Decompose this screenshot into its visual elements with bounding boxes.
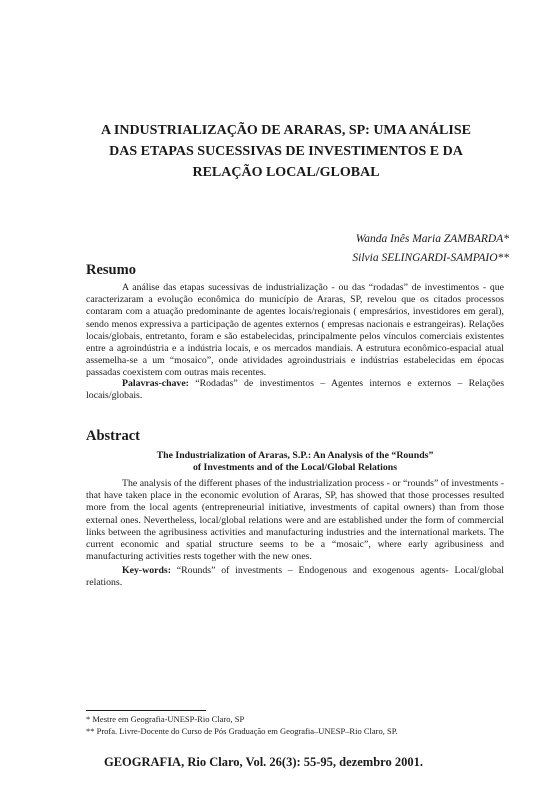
abstract-keywords-label: Key-words:: [122, 565, 171, 576]
abstract-keywords: [86, 565, 504, 589]
title-line-2: DAS ETAPAS SUCESSIVAS DE INVESTIMENTOS E DA: [109, 144, 463, 159]
abstract-keywords-text: “Rounds” of investments – Endogenous and exogenous agents- Local/global relations.: [86, 565, 505, 589]
resumo-heading: Resumo: [86, 262, 136, 278]
abstract-heading: Abstract: [86, 428, 140, 444]
title-line-3: RELAÇÃO LOCAL/GLOBAL: [192, 165, 380, 180]
title-line-1: A INDUSTRIALIZAÇÃO DE ARARAS, SP: UMA ANÁLISE: [101, 123, 471, 138]
footnote-divider: [86, 710, 206, 711]
journal-citation: GEOGRAFIA, Rio Claro, Vol. 26(3): 55-95, dezembro 2001.: [104, 755, 423, 769]
abstract-body: The analysis of the different phases of the industrialization process - or “rounds” of investments - that have taken place in the economic evolution of Araras, SP, has showed that those processes resulted more from the local agents (entrepreneurial initiative, investments of capital owners) than from those external ones. Nevertheless, local/global relations were and are established under the form of commercial links between the agribusiness activities and manufacturing industries and the international markets. The current economic and spatial structure seems to be a “mosaic”, where early agribusiness and manufacturing activities rests together with the new ones.: [86, 478, 504, 563]
footnote-1: * Mestre em Geografia-UNESP-Rio Claro, SP: [86, 714, 245, 724]
resumo-keywords-text: “Rodadas” de investimentos – Agentes internos e externos – Relações locais/globais.: [86, 378, 505, 402]
article-title: [86, 120, 486, 183]
author-1: Wanda Inês Maria ZAMBARDA*: [355, 233, 509, 245]
footnote-2: ** Profa. Livre-Docente do Curso de Pós Graduação em Geografia–UNESP–Rio Claro, SP.: [86, 726, 398, 736]
author-2: Silvia SELINGARDI-SAMPAIO**: [352, 252, 509, 264]
resumo-keywords: [86, 378, 504, 402]
resumo-body: A análise das etapas sucessivas de industrialização - ou das “rodadas” de investimentos - que caracterizaram a evolução econômica do município de Araras, SP, revelou que os citados processos contaram com a atuação predominante de agentes locais/regionais ( empresários, investidores em geral), sendo menos expressiva a participação de agentes externos ( empresas nacionais e estrangeiras). Relações locais/globais, entretanto, foram e são estabelecidas, principalmente pelos vínculos comerciais existentes entre a agroindústria e a indústria locais, e os mercados mandiais. A estrutura econômico-espacial atual assemelha-se a um “mosaico”, onde atividades agroindustriais e indústrias estabelecidas em épocas passadas coexistem com outras mais recentes.: [86, 282, 504, 379]
abstract-title: [86, 450, 504, 474]
resumo-keywords-label: Palavras-chave:: [122, 378, 189, 389]
abstract-title-line-1: The Industrialization of Araras, S.P.: An Analysis of the “Rounds”: [156, 450, 434, 461]
abstract-title-line-2: of Investments and of the Local/Global Relations: [192, 462, 398, 474]
